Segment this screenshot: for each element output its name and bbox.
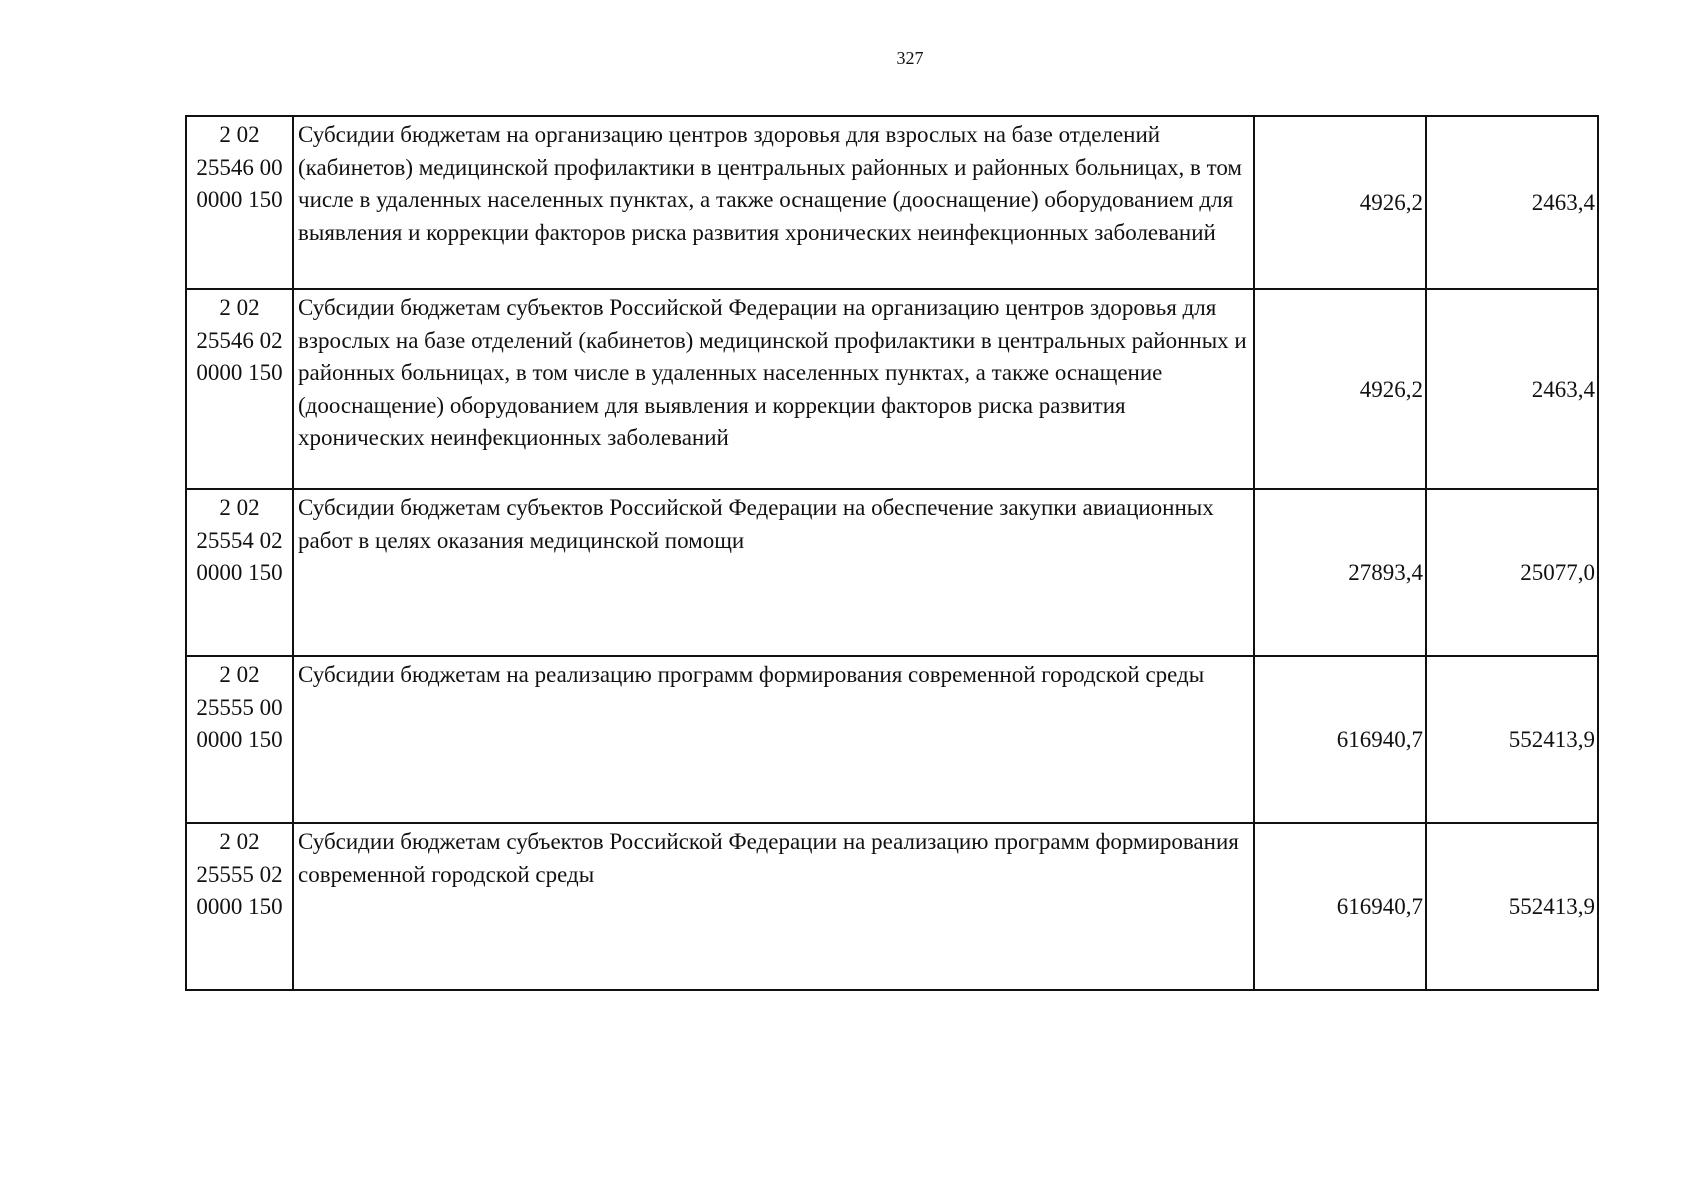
amount-cell-2: 25077,0 xyxy=(1426,489,1598,656)
budget-code-cell: 2 02 25555 00 0000 150 xyxy=(186,656,293,823)
budget-code-cell: 2 02 25555 02 0000 150 xyxy=(186,823,293,990)
amount-cell-1: 4926,2 xyxy=(1254,116,1426,289)
amount-cell-1: 4926,2 xyxy=(1254,289,1426,489)
table-row xyxy=(186,823,1598,990)
amount-cell-1: 616940,7 xyxy=(1254,823,1426,990)
table-row xyxy=(186,656,1598,823)
description-cell: Субсидии бюджетам субъектов Российской Федерации на организацию центров здоровья для взрослых на базе отделений (кабинетов) медицинской профилактики в центральных районных и районных больницах, в том числе в удаленных населенных пунктах, а также оснащение (дооснащение) оборудованием для выявления и коррекции факторов риска развития хронических неинфекционных заболеваний xyxy=(293,289,1254,489)
budget-code-cell: 2 02 25546 00 0000 150 xyxy=(186,116,293,289)
amount-cell-2: 552413,9 xyxy=(1426,823,1598,990)
description-cell: Субсидии бюджетам на реализацию программ формирования современной городской среды xyxy=(293,656,1254,823)
table-row xyxy=(186,116,1598,289)
budget-code-cell: 2 02 25546 02 0000 150 xyxy=(186,289,293,489)
description-cell: Субсидии бюджетам на организацию центров здоровья для взрослых на базе отделений (кабинетов) медицинской профилактики в центральных районных и районных больницах, в том числе в удаленных населенных пунктах, а также оснащение (дооснащение) оборудованием для выявления и коррекции факторов риска развития хронических неинфекционных заболеваний xyxy=(293,116,1254,289)
budget-code-cell: 2 02 25554 02 0000 150 xyxy=(186,489,293,656)
amount-cell-1: 27893,4 xyxy=(1254,489,1426,656)
description-cell: Субсидии бюджетам субъектов Российской Федерации на обеспечение закупки авиационных работ в целях оказания медицинской помощи xyxy=(293,489,1254,656)
amount-cell-2: 552413,9 xyxy=(1426,656,1598,823)
page-number: 327 xyxy=(896,48,924,68)
table-row xyxy=(186,489,1598,656)
description-cell: Субсидии бюджетам субъектов Российской Федерации на реализацию программ формирования современной городской среды xyxy=(293,823,1254,990)
amount-cell-2: 2463,4 xyxy=(1426,116,1598,289)
budget-table xyxy=(185,115,1599,991)
amount-cell-2: 2463,4 xyxy=(1426,289,1598,489)
amount-cell-1: 616940,7 xyxy=(1254,656,1426,823)
table-row xyxy=(186,289,1598,489)
